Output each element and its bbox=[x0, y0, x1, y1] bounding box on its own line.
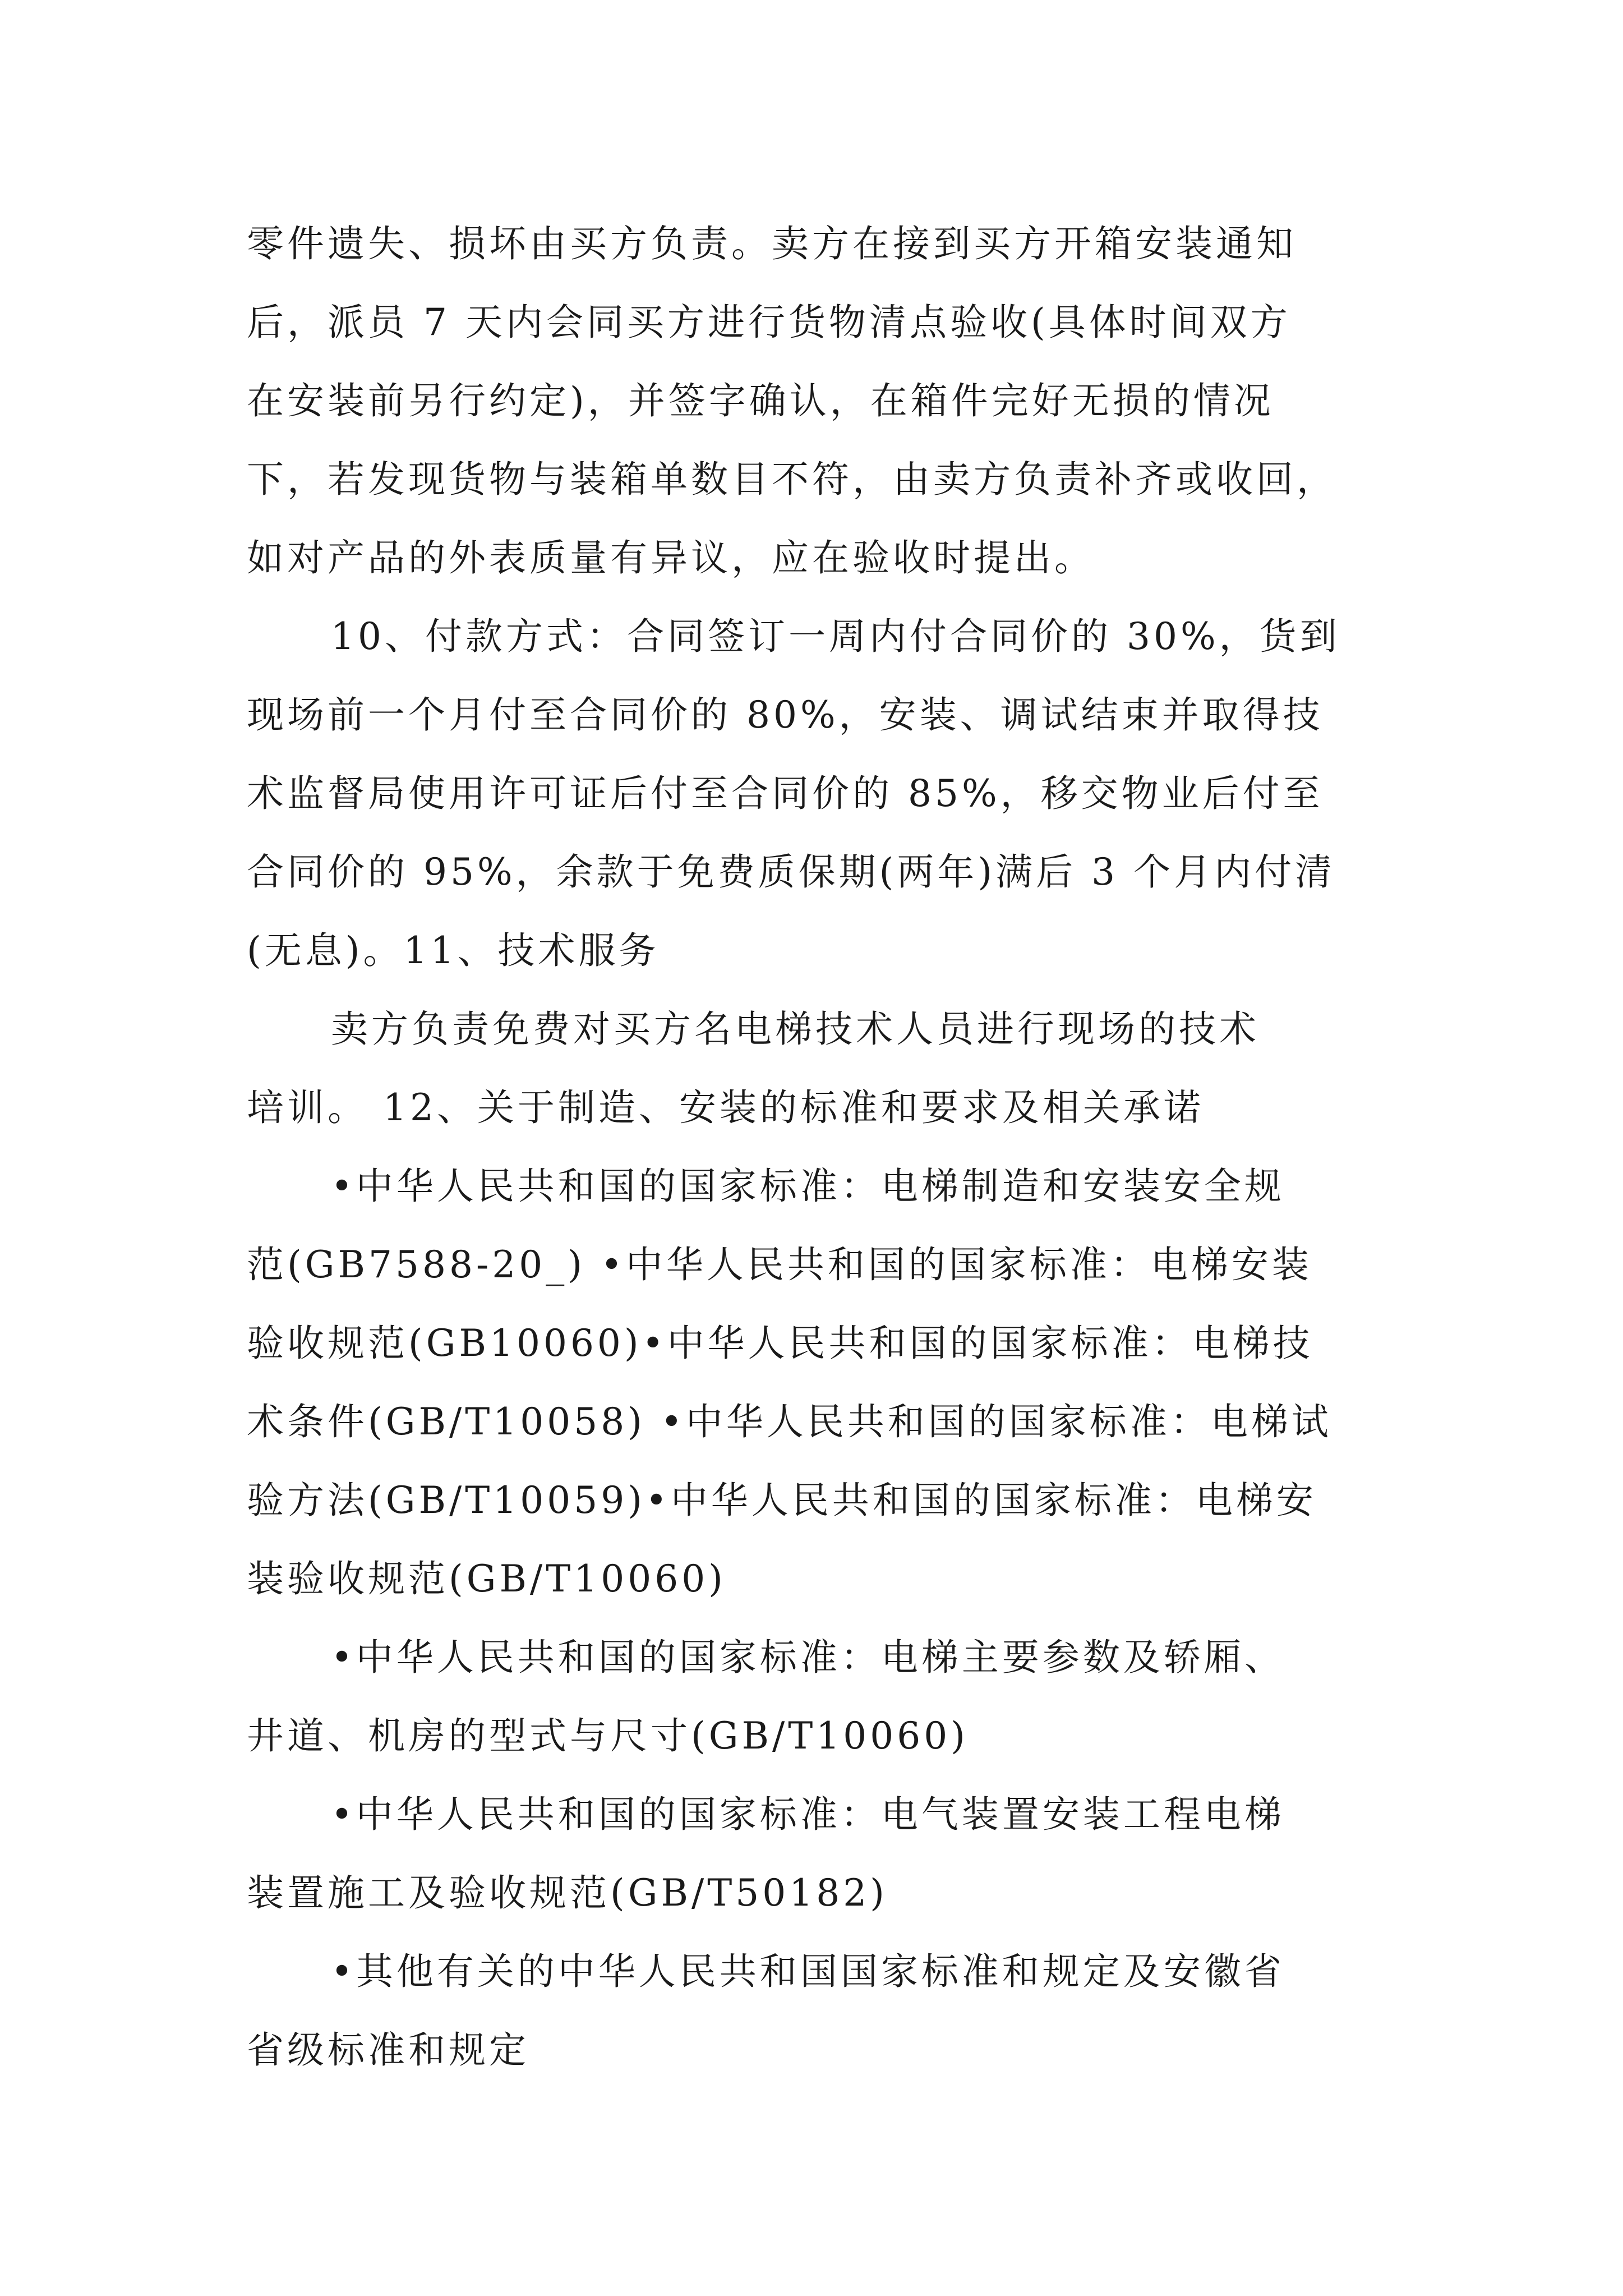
paragraph-training: 卖方负责免费对买方名电梯技术人员进行现场的技术 bbox=[331, 1007, 1260, 1051]
text-line: 如对产品的外表质量有异议，应在验收时提出。 bbox=[247, 536, 1095, 579]
text-line: (无息)。11、技术服务 bbox=[247, 929, 660, 972]
text-line: 范(GB7588-20_) •中华人民共和国的国家标准：电梯安装 bbox=[247, 1243, 1312, 1286]
standard-item: •中华人民共和国的国家标准：电气装置安装工程电梯 bbox=[331, 1793, 1285, 1836]
standard-item: •其他有关的中华人民共和国国家标准和规定及安徽省 bbox=[331, 1950, 1285, 1993]
text-line: 省级标准和规定 bbox=[247, 2028, 529, 2072]
text-line: 现场前一个月付至合同价的 80%，安装、调试结束并取得技 bbox=[247, 693, 1324, 737]
text-line: 术监督局使用许可证后付至合同价的 85%，移交物业后付至 bbox=[247, 772, 1324, 815]
standard-item: •中华人民共和国的国家标准：电梯主要参数及轿厢、 bbox=[331, 1636, 1285, 1679]
text-line: 验收规范(GB10060)•中华人民共和国的国家标准：电梯技 bbox=[247, 1322, 1313, 1365]
text-line: 零件遗失、损坏由买方负责。卖方在接到买方开箱安装通知 bbox=[247, 222, 1297, 265]
text-line: 合同价的 95%，余款于免费质保期(两年)满后 3 个月内付清 bbox=[247, 850, 1336, 894]
text-line: 培训。 12、关于制造、安装的标准和要求及相关承诺 bbox=[247, 1086, 1204, 1129]
paragraph-payment-terms: 10、付款方式：合同签订一周内付合同价的 30%，货到 bbox=[331, 615, 1340, 658]
text-line: 后，派员 7 天内会同买方进行货物清点验收(具体时间双方 bbox=[247, 301, 1291, 344]
text-line: 装验收规范(GB/T10060) bbox=[247, 1557, 726, 1600]
text-line: 在安装前另行约定)，并签字确认，在箱件完好无损的情况 bbox=[247, 379, 1274, 422]
text-line: 术条件(GB/T10058) •中华人民共和国的国家标准：电梯试 bbox=[247, 1400, 1332, 1443]
text-line: 井道、机房的型式与尺寸(GB/T10060) bbox=[247, 1714, 969, 1757]
text-line: 验方法(GB/T10059)•中华人民共和国的国家标准：电梯安 bbox=[247, 1479, 1317, 1522]
standard-item: •中华人民共和国的国家标准：电梯制造和安装安全规 bbox=[331, 1165, 1285, 1208]
text-line: 下，若发现货物与装箱单数目不符，由卖方负责补齐或收回， bbox=[247, 458, 1337, 501]
text-line: 装置施工及验收规范(GB/T50182) bbox=[247, 1871, 888, 1915]
